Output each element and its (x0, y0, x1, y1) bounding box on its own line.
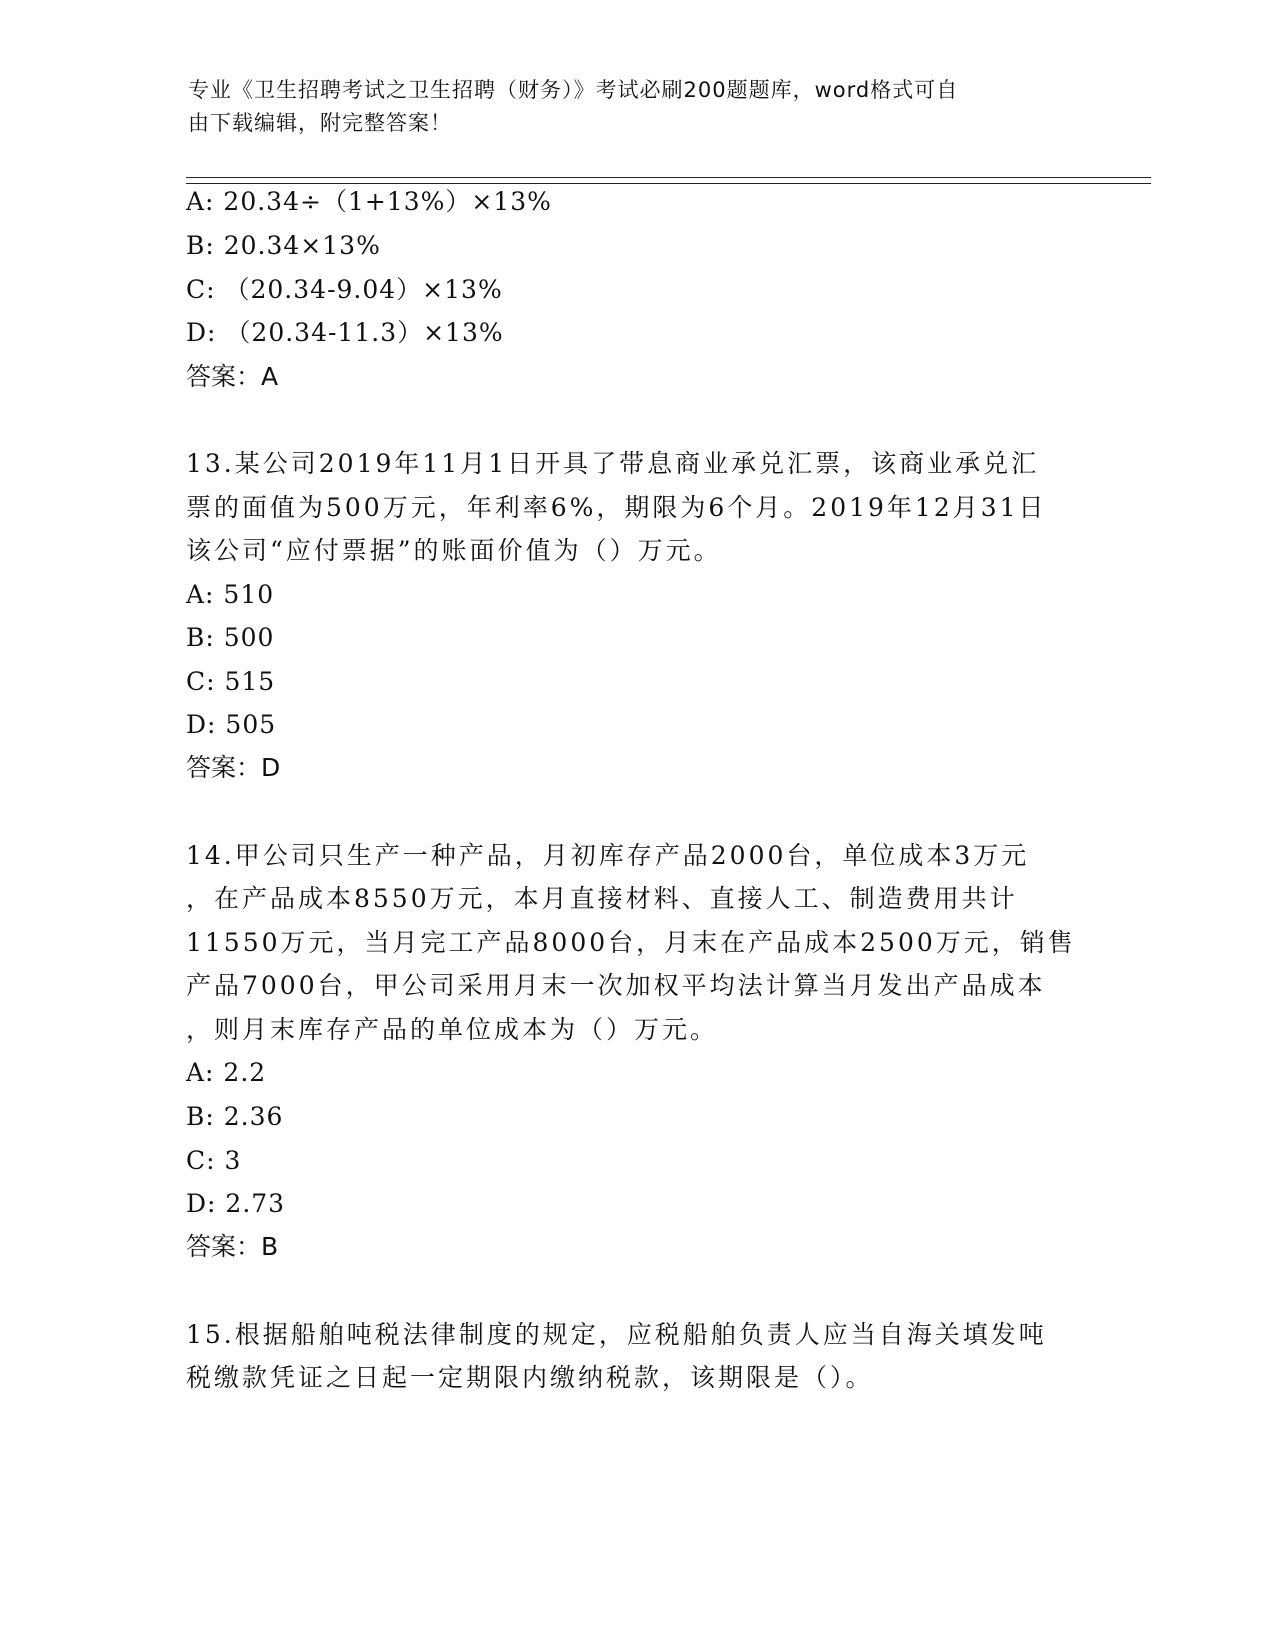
q14-option-b: B: 2.36 (186, 1102, 284, 1131)
q15-stem-line-1: 15.根据船舶吨税法律制度的规定，应税船舶负责人应当自海关填发吨 (186, 1320, 1047, 1349)
q14-option-a: A: 2.2 (186, 1058, 267, 1087)
q12-option-a: A: 20.34÷（1+13%）×13% (186, 187, 552, 216)
q12-answer: 答案：A (186, 362, 279, 391)
q13-option-a: A: 510 (186, 580, 275, 609)
q13-option-d: D: 505 (186, 710, 277, 739)
header-divider (186, 177, 1151, 184)
q14-stem-line-2: ，在产品成本8550万元，本月直接材料、直接人工、制造费用共计 (186, 884, 1018, 913)
q14-option-c: C: 3 (186, 1146, 242, 1175)
q13-option-b: B: 500 (186, 623, 275, 652)
q14-option-d: D: 2.73 (186, 1189, 286, 1218)
q14-answer: 答案：B (186, 1232, 279, 1261)
q12-option-b: B: 20.34×13% (186, 231, 381, 260)
q14-stem-line-1: 14.甲公司只生产一种产品，月初库存产品2000台，单位成本3万元 (186, 841, 1030, 870)
q13-stem-line-1: 13.某公司2019年11月1日开具了带息商业承兑汇票，该商业承兑汇 (186, 449, 1040, 478)
q13-stem-line-3: 该公司“应付票据”的账面价值为（）万元。 (186, 536, 722, 565)
q12-option-c: C: （20.34-9.04）×13% (186, 275, 503, 304)
q13-stem-line-2: 票的面值为500万元，年利率6%，期限为6个月。2019年12月31日 (186, 493, 1047, 522)
q13-answer: 答案：D (186, 753, 281, 782)
q12-option-d: D: （20.34-11.3）×13% (186, 318, 504, 347)
q14-stem-line-4: 产品7000台，甲公司采用月末一次加权平均法计算当月发出产品成本 (186, 971, 1046, 1000)
q14-stem-line-5: ，则月末库存产品的单位成本为（）万元。 (186, 1015, 719, 1044)
q15-stem-line-2: 税缴款凭证之日起一定期限内缴纳税款，该期限是（）。 (186, 1363, 874, 1392)
document-header (188, 74, 1068, 140)
q14-stem-line-3: 11550万元，当月完工产品8000台，月末在产品成本2500万元，销售 (186, 928, 1076, 957)
q13-option-c: C: 515 (186, 667, 276, 696)
header-line-1: 专业《卫生招聘考试之卫生招聘（财务）》考试必刷200题题库，word格式可自 (188, 78, 959, 102)
header-line-2: 由下载编辑，附完整答案！ (188, 111, 452, 135)
